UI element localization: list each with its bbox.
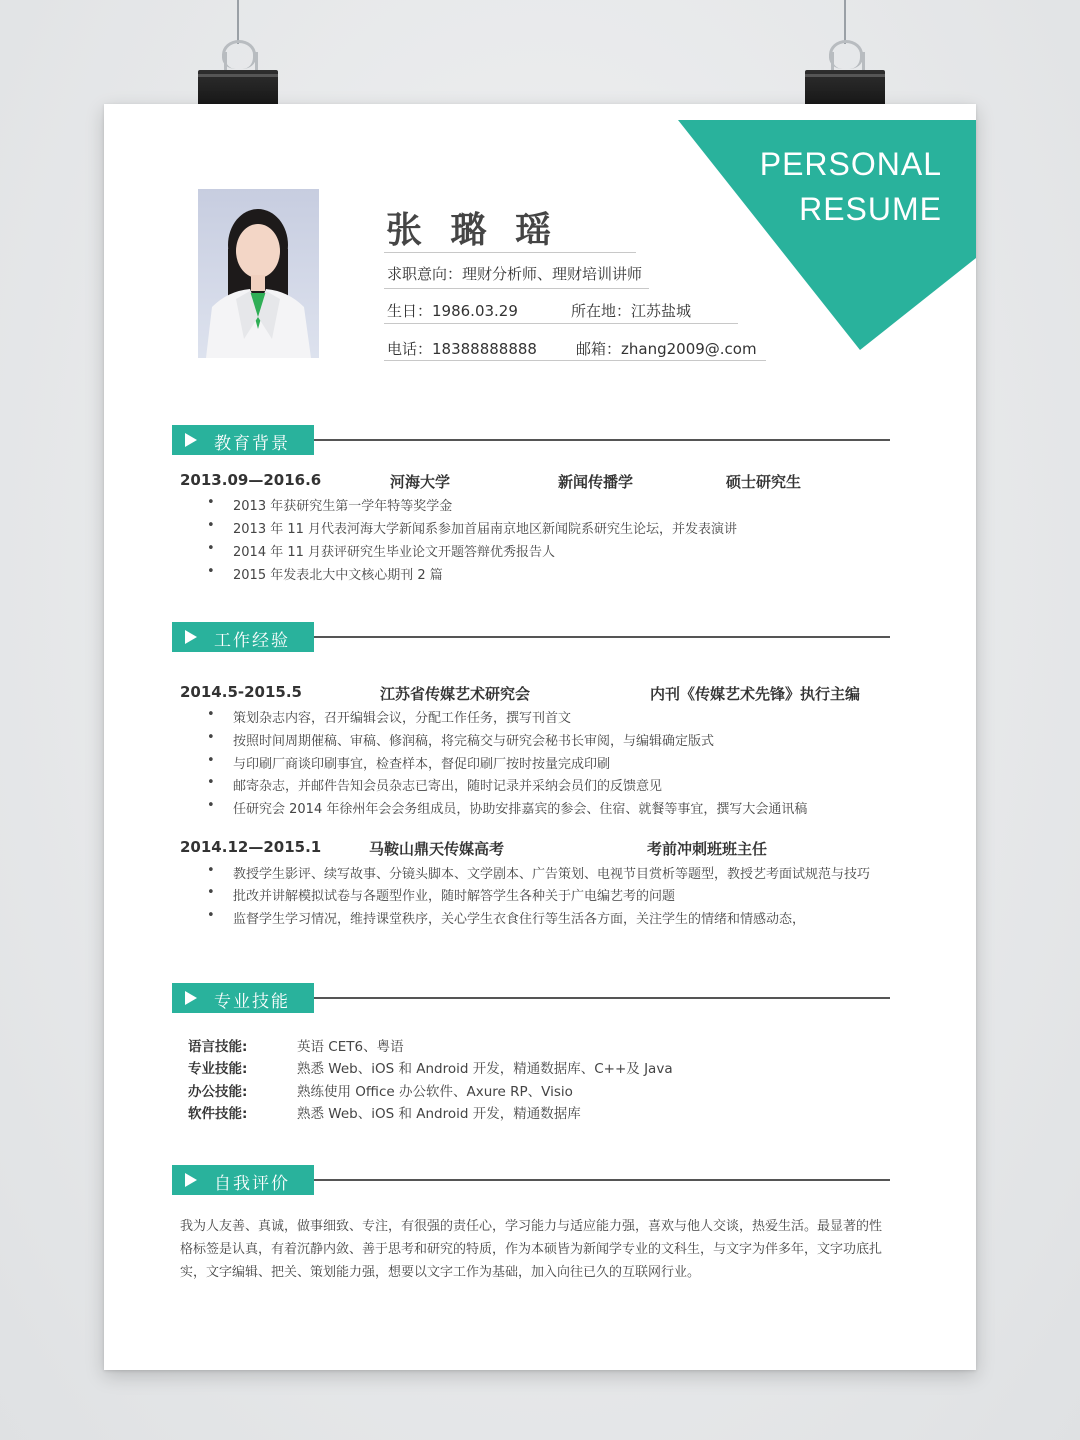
binder-clip-left (198, 0, 278, 120)
job-period: 2014.5-2015.5 (180, 683, 302, 701)
section-education-header (172, 425, 890, 455)
section-title: 教育背景 (214, 434, 290, 454)
education-period: 2013.09—2016.6 (180, 471, 322, 489)
section-title: 专业技能 (214, 992, 290, 1012)
binder-clip-right (805, 0, 885, 120)
section-title: 工作经验 (214, 631, 290, 651)
education-major: 新闻传播学 (558, 473, 634, 491)
skill-label: 专业技能: (188, 1061, 248, 1077)
contact-divider (384, 360, 766, 361)
play-triangle-icon (185, 433, 197, 447)
name-divider (384, 252, 636, 253)
section-tab (172, 1165, 314, 1195)
job-bullet: • 邮寄杂志，并邮件告知会员杂志已寄出，随时记录并采纳会员们的反馈意见 (233, 775, 662, 794)
section-rule (314, 997, 890, 999)
section-rule (314, 636, 890, 638)
section-skills-header (172, 983, 890, 1013)
job-role: 内刊《传媒艺术先锋》执行主编 (650, 685, 861, 703)
job-role: 考前冲刺班班主任 (647, 840, 768, 858)
self-evaluation-text: 我为人友善、真诚，做事细致、专注，有很强的责任心，学习能力与适应能力强，喜欢与他人交谈，热爱生活。最显著的性格标签是认真，有着沉静内敛、善于思考和研究的特质，作为本硕皆为新闻学专业的文科生，与文字为伴多年，文字功底扎实，文字编辑、把关、策划能力强，想要以文字工作为基础，加入向往已久的互联网行业。 (180, 1219, 883, 1280)
skill-label: 语言技能: (188, 1039, 248, 1055)
section-title: 自我评价 (214, 1174, 290, 1194)
portrait-illustration (198, 189, 319, 358)
play-triangle-icon (185, 1173, 197, 1187)
skill-label: 软件技能: (188, 1106, 248, 1122)
skill-value: 熟悉 Web、iOS 和 Android 开发，精通数据库 (297, 1106, 581, 1122)
education-school: 河海大学 (390, 473, 451, 491)
job-bullet: • 按照时间周期催稿、审稿、修润稿，将完稿交与研究会秘书长审阅，与编辑确定版式 (233, 730, 714, 749)
section-rule (314, 439, 890, 441)
section-self-header (172, 1165, 890, 1195)
phone: 电话：18388888888 (387, 340, 537, 358)
education-bullet: • 2013 年获研究生第一学年特等奖学金 (233, 495, 452, 514)
section-tab (172, 983, 314, 1013)
section-tab (172, 425, 314, 455)
job-bullet: • 批改并讲解模拟试卷与各题型作业，随时解答学生各种关于广电编艺考的问题 (233, 885, 675, 904)
education-degree: 硕士研究生 (726, 473, 802, 491)
birthday: 生日：1986.03.29 (387, 302, 518, 320)
job-bullet: • 教授学生影评、续写故事、分镜头脚本、文学剧本、广告策划、电视节目赏析等题型，教授艺考面试规范与技巧 (233, 863, 870, 882)
birthday-divider (384, 323, 738, 324)
objective-divider (384, 288, 649, 289)
job-bullet: • 任研究会 2014 年徐州年会会务组成员，协助安排嘉宾的参会、住宿、就餐等事宜，撰写大会通讯稿 (233, 798, 807, 817)
profile-photo (198, 189, 319, 358)
resume-sheet (104, 104, 976, 1370)
skill-label: 办公技能: (188, 1084, 248, 1100)
section-work-header (172, 622, 890, 652)
banner-title (760, 142, 942, 232)
email: 邮箱：zhang2009@.com (576, 340, 757, 358)
skill-value: 英语 CET6、粤语 (297, 1039, 404, 1055)
job-organization: 马鞍山鼎天传媒高考 (369, 840, 505, 858)
education-bullet: • 2013 年 11 月代表河海大学新闻系参加首届南京地区新闻院系研究生论坛，并发表演讲 (233, 518, 737, 537)
job-objective: 求职意向：理财分析师、理财培训讲师 (387, 265, 643, 283)
banner-line-1: PERSONAL (759, 146, 942, 182)
skill-value: 熟练使用 Office 办公软件、Axure RP、Visio (297, 1084, 573, 1100)
banner-line-2: RESUME (799, 191, 942, 227)
education-bullet: • 2015 年发表北大中文核心期刊 2 篇 (233, 564, 443, 583)
candidate-name: 张 璐 瑶 (386, 210, 560, 251)
play-triangle-icon (185, 630, 197, 644)
job-bullet: • 策划杂志内容，召开编辑会议，分配工作任务，撰写刊首文 (233, 707, 571, 726)
skill-value: 熟悉 Web、iOS 和 Android 开发，精通数据库、C++及 Java (297, 1061, 673, 1077)
location: 所在地：江苏盐城 (571, 302, 692, 320)
personal-resume-banner (678, 120, 976, 350)
section-rule (314, 1179, 890, 1181)
education-bullet: • 2014 年 11 月获评研究生毕业论文开题答辩优秀报告人 (233, 541, 555, 560)
play-triangle-icon (185, 991, 197, 1005)
job-period: 2014.12—2015.1 (180, 838, 322, 856)
job-bullet: • 监督学生学习情况，维持课堂秩序，关心学生衣食住行等生活各方面，关注学生的情绪和情感动态， (233, 908, 805, 927)
section-tab (172, 622, 314, 652)
job-organization: 江苏省传媒艺术研究会 (380, 685, 531, 703)
job-bullet: • 与印刷厂商谈印刷事宜，检查样本，督促印刷厂按时按量完成印刷 (233, 753, 610, 772)
